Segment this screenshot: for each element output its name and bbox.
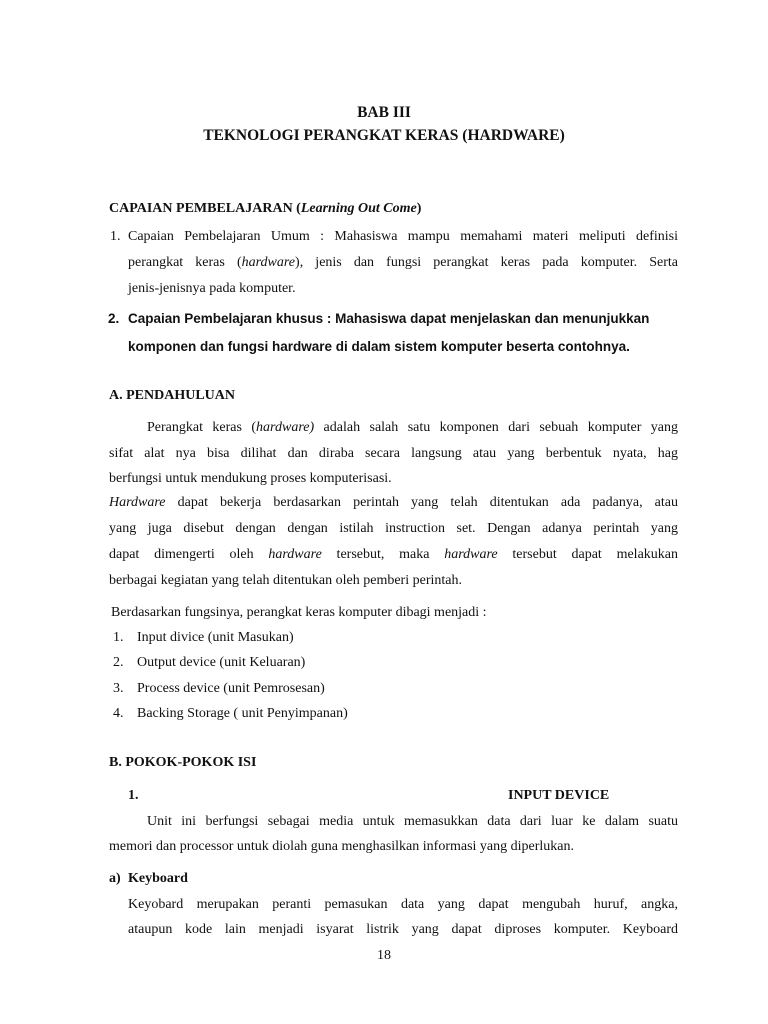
paragraph-line: dapat dimengerti oleh hardware tersebut, maka hardware tersebut dapat melakukan bbox=[109, 547, 679, 562]
paragraph-line: Hardware dapat bekerja berdasarkan perintah yang telah ditentukan ada padanya, atau bbox=[109, 495, 678, 510]
learning-item-2-line: komponen dan fungsi hardware di dalam sistem komputer beserta contohnya. bbox=[128, 339, 630, 354]
paragraph-line: berbagai kegiatan yang telah ditentukan oleh pemberi perintah. bbox=[109, 573, 462, 588]
subsection-label: a) bbox=[109, 871, 121, 886]
learning-item-1-line: Capaian Pembelajaran Umum : Mahasiswa mampu memahami materi meliputi definisi bbox=[128, 229, 678, 244]
list-number: 2. bbox=[113, 655, 124, 670]
paragraph-line: berfungsi untuk mendukung proses komputerisasi. bbox=[109, 471, 392, 486]
list-item: Input divice (unit Masukan) bbox=[137, 630, 294, 645]
subsection-title: INPUT DEVICE bbox=[508, 788, 610, 803]
subsection-number: 1. bbox=[128, 788, 139, 803]
paragraph-line: ataupun kode lain menjadi isyarat listrik yang dapat diproses komputer. Keyboard bbox=[128, 922, 678, 937]
paragraph-line: sifat alat nya bisa dilihat dan diraba secara langsung atau yang berbentuk nyata, hag bbox=[109, 446, 678, 461]
list-number: 1. bbox=[113, 630, 124, 645]
list-number: 4. bbox=[113, 706, 124, 721]
list-intro: Berdasarkan fungsinya, perangkat keras komputer dibagi menjadi : bbox=[111, 605, 487, 620]
learning-item-2-line: Capaian Pembelajaran khusus : Mahasiswa dapat menjelaskan dan menunjukkan bbox=[128, 311, 650, 326]
list-item: Process device (unit Pemrosesan) bbox=[137, 681, 325, 696]
paragraph-line: memori dan processor untuk diolah guna menghasilkan informasi yang diperlukan. bbox=[109, 839, 575, 854]
list-item: Backing Storage ( unit Penyimpanan) bbox=[137, 706, 348, 721]
page-number: 18 bbox=[377, 948, 391, 963]
keyboard-heading: Keyboard bbox=[128, 871, 188, 886]
list-number: 1. bbox=[110, 229, 121, 244]
section-a-heading: A. PENDAHULUAN bbox=[109, 388, 235, 403]
paragraph-line: Keyobard merupakan peranti pemasukan data yang dapat mengubah huruf, angka, bbox=[128, 897, 678, 912]
list-number: 2. bbox=[108, 311, 120, 326]
paragraph-line: Perangkat keras (hardware) adalah salah satu komponen dari sebuah komputer yang bbox=[147, 420, 679, 435]
chapter-title: TEKNOLOGI PERANGKAT KERAS (HARDWARE) bbox=[203, 127, 565, 144]
list-item: Output device (unit Keluaran) bbox=[137, 655, 306, 670]
learning-item-1-line: jenis-jenisnya pada komputer. bbox=[128, 281, 296, 296]
list-number: 3. bbox=[113, 681, 124, 696]
paragraph-line: yang juga disebut dengan dengan istilah instruction set. Dengan adanya perintah yang bbox=[109, 521, 678, 536]
section-b-heading: B. POKOK-POKOK ISI bbox=[109, 755, 257, 770]
chapter-number: BAB III bbox=[357, 104, 411, 121]
learning-outcome-heading: CAPAIAN PEMBELAJARAN (Learning Out Come) bbox=[109, 201, 422, 216]
learning-item-1-line: perangkat keras (hardware), jenis dan fungsi perangkat keras pada komputer. Serta bbox=[128, 255, 678, 270]
paragraph-line: Unit ini berfungsi sebagai media untuk memasukkan data dari luar ke dalam suatu bbox=[147, 814, 678, 829]
